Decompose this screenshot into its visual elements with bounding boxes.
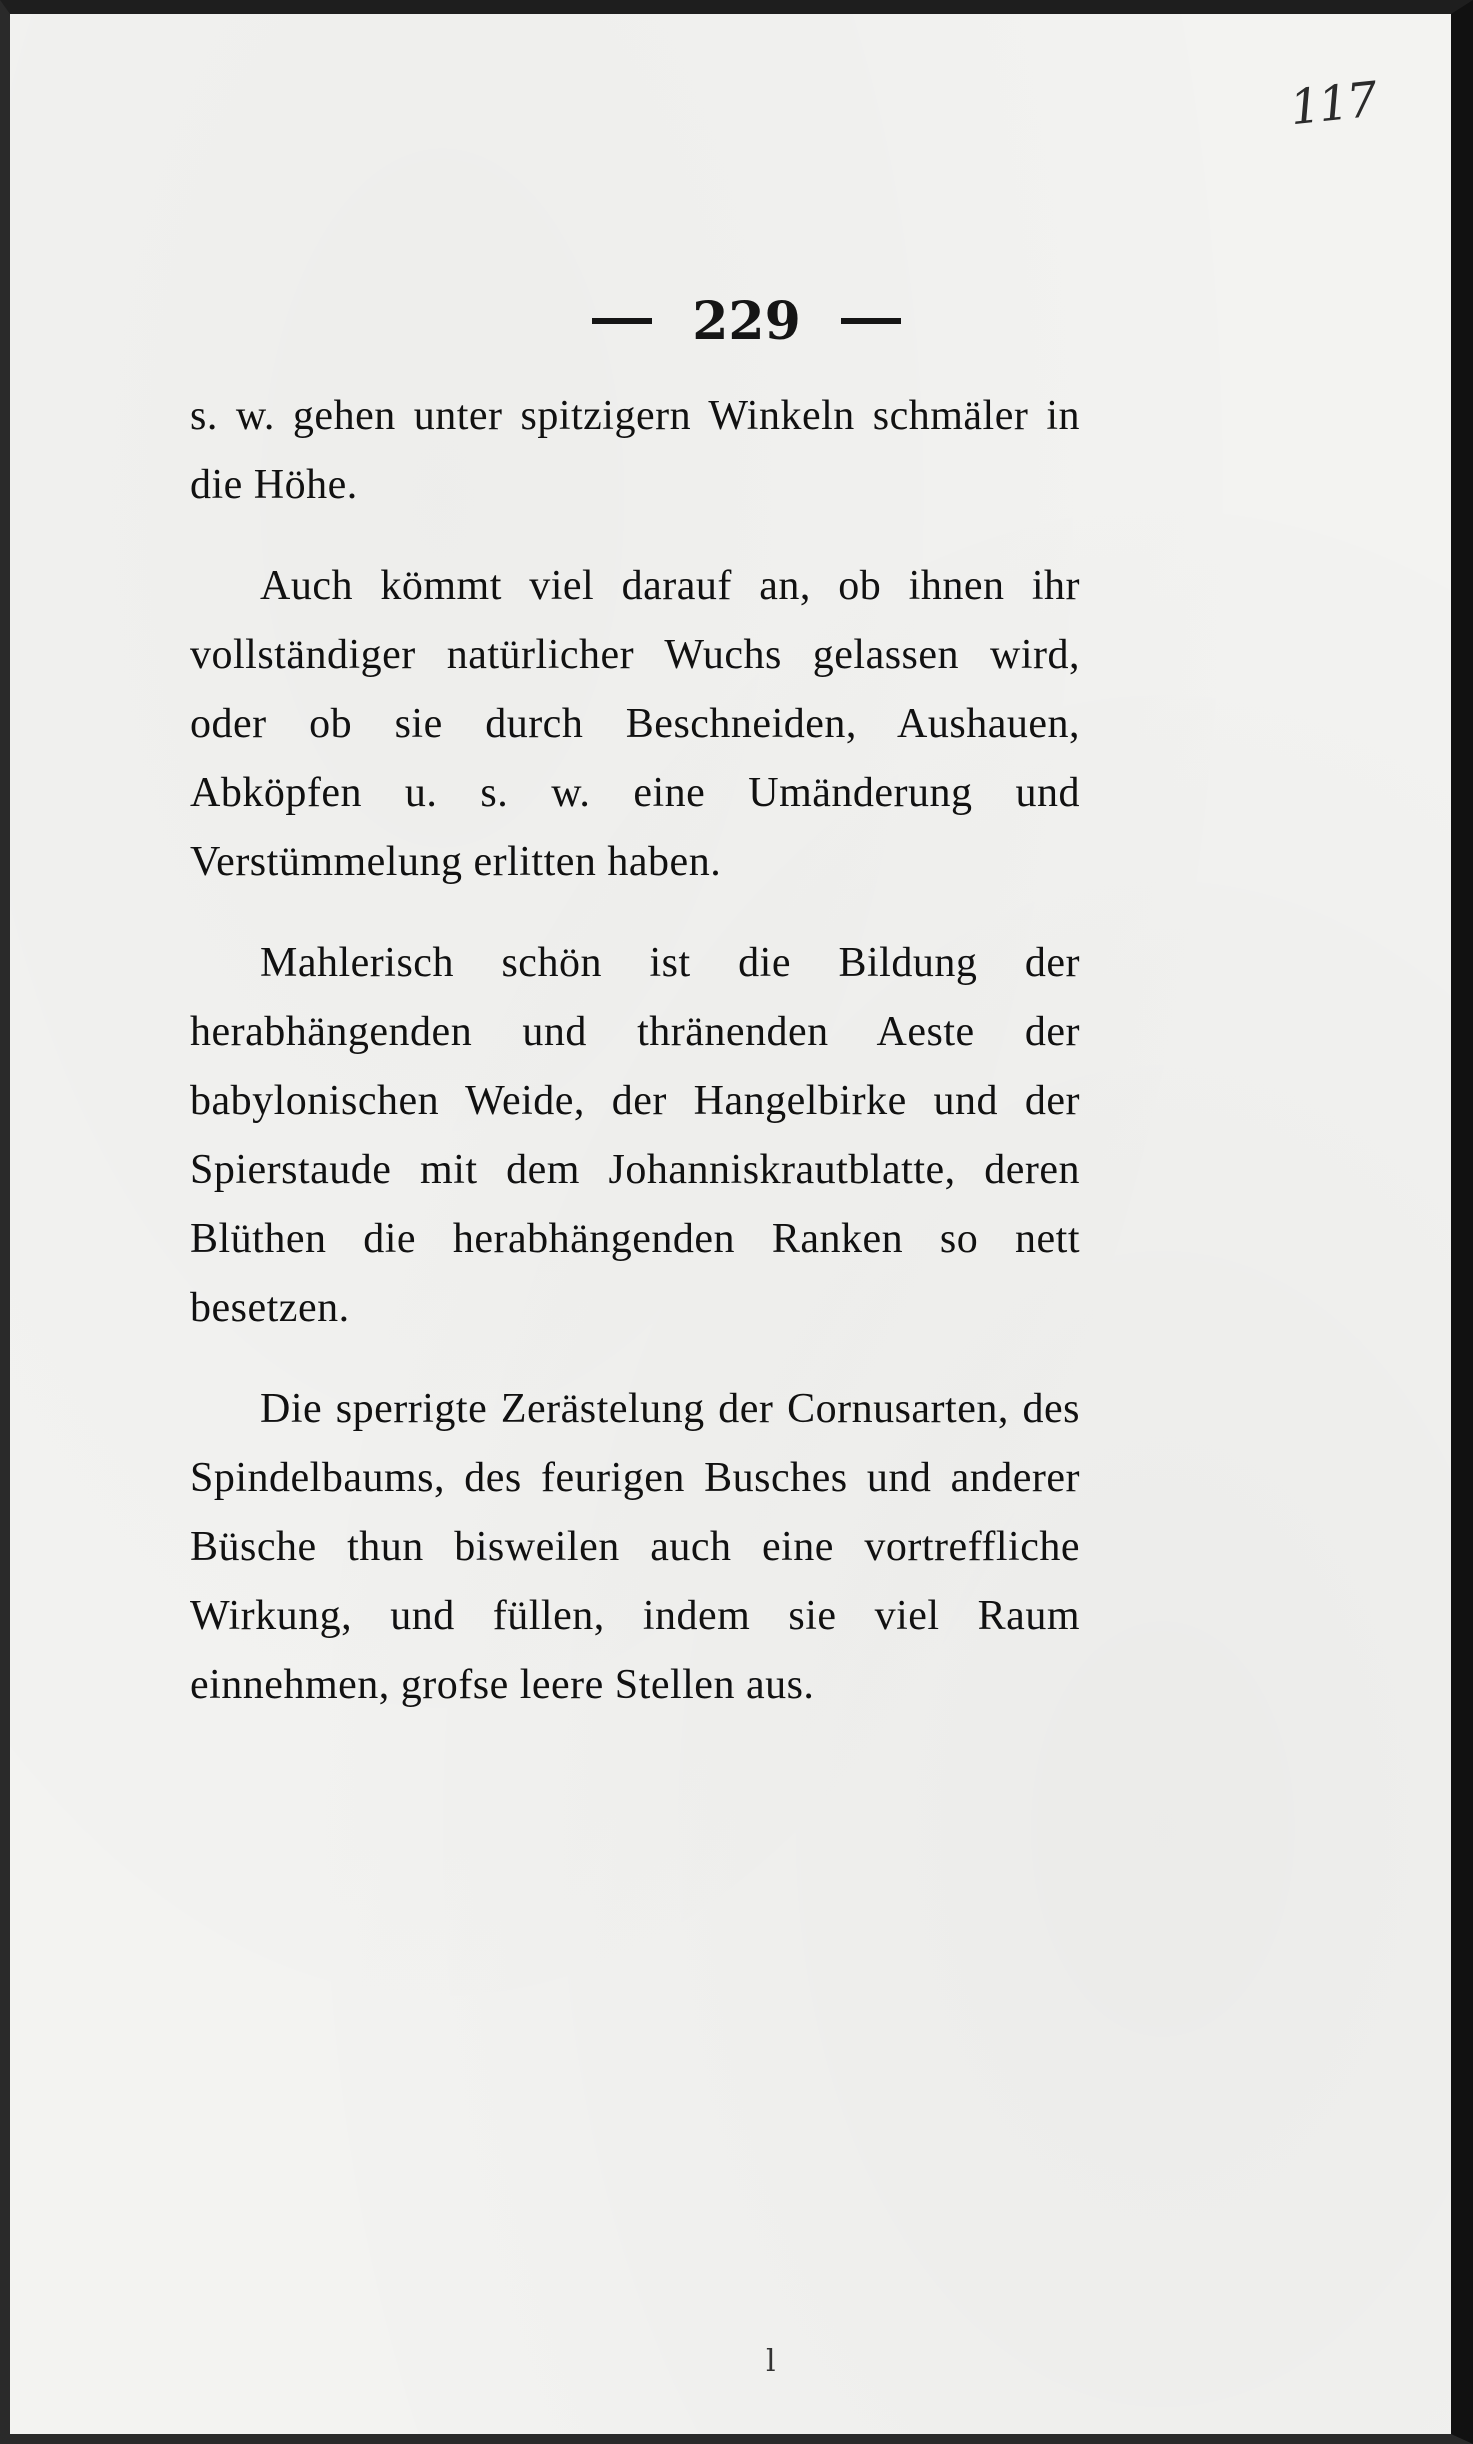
body-text [190,382,1080,1720]
handwritten-folio-number: 117 [1287,71,1379,137]
footer-mark: l [766,2344,776,2379]
page-number: 229 [692,290,801,352]
header-dash-left [592,318,652,324]
page-header [10,286,1473,356]
paragraph-continuation: s. w. gehen unter spitzigern Winkeln schmäler in die Höhe. [190,393,1080,508]
header-dash-right [841,318,901,324]
paragraph: Die sperrigte Zerästelung der Cornusarten, des Spindelbaums, des feurigen Busches und anderer Büsche thun bisweilen auch eine vortreffliche Wirkung, und füllen, indem sie viel Raum einnehmen, grofse leere Stellen aus. [190,1386,1080,1708]
paragraph: Mahlerisch schön ist die Bildung der herabhängenden und thränenden Aeste der babylonischen Weide, der Hangelbirke und der Spierstaude mit dem Johanniskrautblatte, deren Blüthen die herabhängenden Ranken so nett besetzen. [190,940,1080,1331]
paragraph: Auch kömmt viel darauf an, ob ihnen ihr vollständiger natürlicher Wuchs gelassen wird, oder ob sie durch Beschneiden, Aushauen, Abköpfen u. s. w. eine Umänderung und Verstümmelung erlitten haben. [190,563,1080,885]
